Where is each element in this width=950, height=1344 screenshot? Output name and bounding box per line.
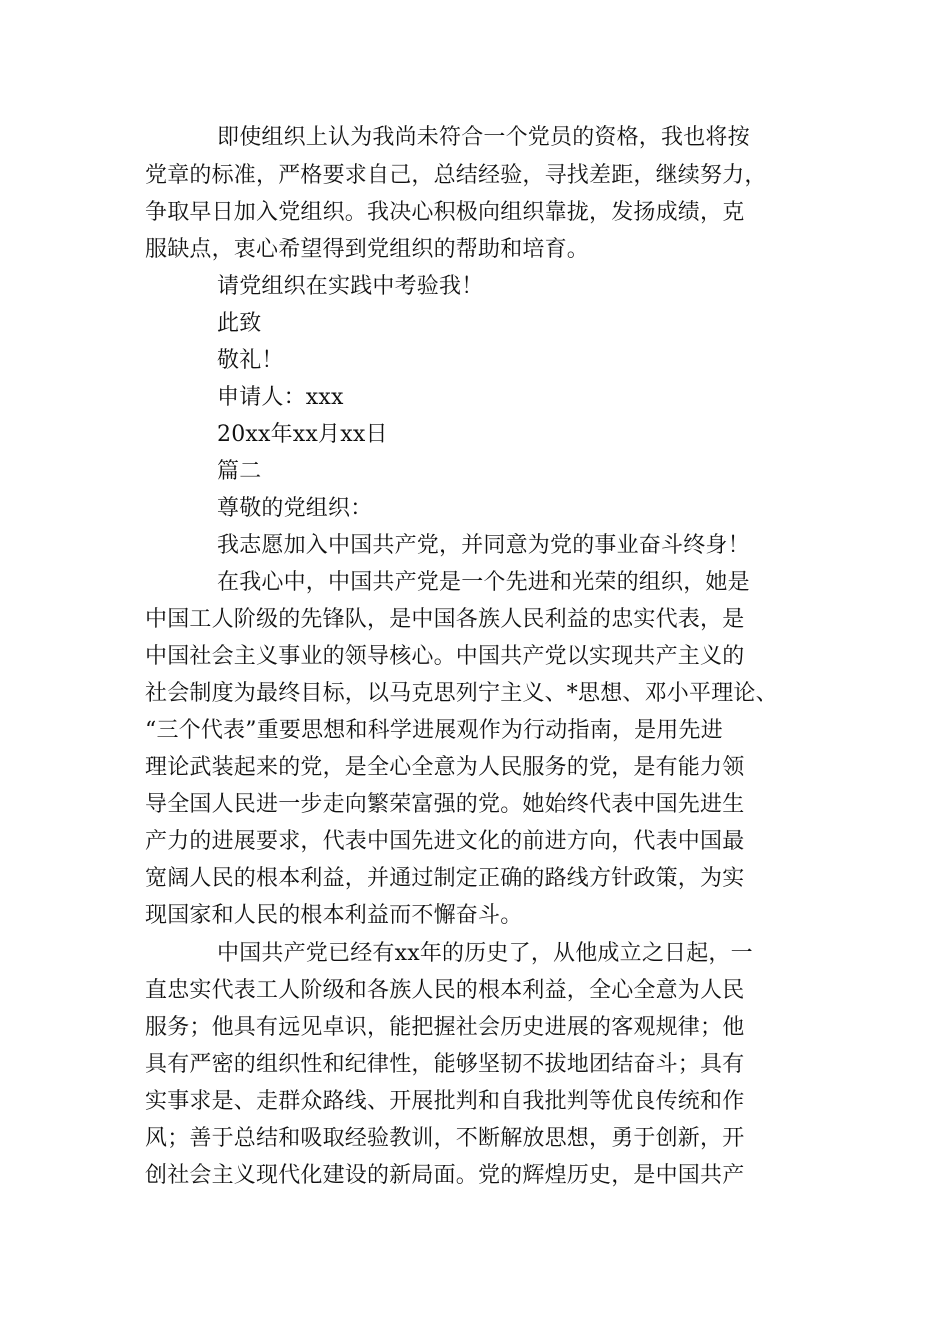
text-line: 中国共产党已经有xx年的历史了，从他成立之日起，一 — [217, 941, 753, 966]
text-line: 风；善于总结和吸取经验教训，不断解放思想，勇于创新，开 — [145, 1126, 745, 1151]
text-line: 服缺点，衷心希望得到党组织的帮助和培育。 — [145, 237, 590, 262]
text-line: 争取早日加入党组织。我决心积极向组织靠拢，发扬成绩，克 — [145, 200, 745, 225]
text-line: 中国工人阶级的先锋队，是中国各族人民利益的忠实代表，是 — [145, 607, 745, 632]
text-line: 理论武装起来的党，是全心全意为人民服务的党，是有能力领 — [145, 755, 745, 780]
text-line: 此致 — [217, 311, 262, 336]
text-line: 导全国人民进一步走向繁荣富强的党。她始终代表中国先进生 — [145, 792, 745, 817]
text-line: “三个代表”重要思想和科学进展观作为行动指南，是用先进 — [145, 718, 723, 743]
text-line: 现国家和人民的根本利益而不懈奋斗。 — [145, 903, 523, 928]
text-line: 创社会主义现代化建设的新局面。党的辉煌历史，是中国共产 — [145, 1163, 745, 1188]
text-line: 党章的标准，严格要求自己，总结经验，寻找差距，继续努力， — [145, 163, 767, 188]
text-line: 申请人：xxx — [217, 385, 344, 410]
text-line: 请党组织在实践中考验我！ — [217, 274, 484, 299]
text-line: 在我心中，中国共产党是一个先进和光荣的组织，她是 — [217, 570, 750, 595]
text-line: 实事求是、走群众路线、开展批判和自我批判等优良传统和作 — [145, 1089, 745, 1114]
text-line: 敬礼！ — [217, 348, 284, 373]
text-line: 中国社会主义事业的领导核心。中国共产党以实现共产主义的 — [145, 644, 745, 669]
text-line: 20xx年xx月xx日 — [217, 422, 388, 447]
text-line: 尊敬的党组织： — [217, 496, 373, 521]
text-line: 具有严密的组织性和纪律性，能够坚韧不拔地团结奋斗；具有 — [145, 1052, 745, 1077]
text-line: 我志愿加入中国共产党，并同意为党的事业奋斗终身！ — [217, 533, 750, 558]
text-line: 产力的进展要求，代表中国先进文化的前进方向，代表中国最 — [145, 829, 745, 854]
text-line: 服务；他具有远见卓识，能把握社会历史进展的客观规律；他 — [145, 1015, 745, 1040]
text-line: 直忠实代表工人阶级和各族人民的根本利益，全心全意为人民 — [145, 978, 745, 1003]
text-line: 社会制度为最终目标，以马克思列宁主义、*思想、邓小平理论、 — [145, 681, 778, 706]
text-line: 宽阔人民的根本利益，并通过制定正确的路线方针政策，为实 — [145, 866, 745, 891]
text-line: 篇二 — [217, 459, 262, 484]
text-line: 即使组织上认为我尚未符合一个党员的资格，我也将按 — [217, 125, 750, 150]
